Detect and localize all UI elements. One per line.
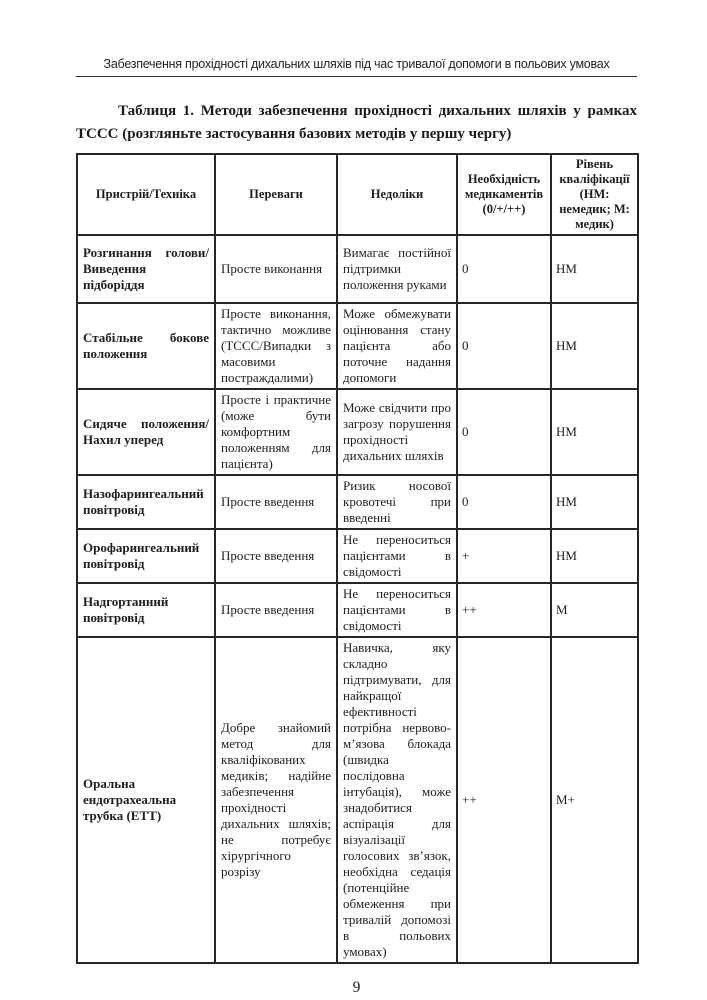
device-cell: Сидяче положення/ Нахил уперед <box>77 389 215 475</box>
medication-cell: 0 <box>457 389 551 475</box>
column-header-device: Пристрій/Техніка <box>77 154 215 235</box>
qualification-cell: НМ <box>551 303 638 389</box>
device-cell: Надгортанний повітровід <box>77 583 215 637</box>
qualification-cell: НМ <box>551 529 638 583</box>
airway-methods-table <box>76 153 639 964</box>
device-cell: Оральна ендотрахеальна трубка (ЕТТ) <box>77 637 215 963</box>
qualification-cell: НМ <box>551 235 638 303</box>
advantages-cell: Просте і практичне (може бути комфортним положенням для пацієнта) <box>215 389 337 475</box>
table-row <box>77 235 638 303</box>
page-number: 9 <box>352 979 361 996</box>
qualification-cell: НМ <box>551 389 638 475</box>
disadvantages-cell: Ризик носової кровотечі при введенні <box>337 475 457 529</box>
disadvantages-cell: Може обмежувати оцінювання стану пацієнта або поточне надання допомоги <box>337 303 457 389</box>
qualification-cell: НМ <box>551 475 638 529</box>
medication-cell: ++ <box>457 637 551 963</box>
column-header-medication: Необхідність медикаментів (0/+/++) <box>457 154 551 235</box>
advantages-cell: Просте введення <box>215 529 337 583</box>
running-header: Забезпечення прохідності дихальних шляхів під час тривалої допомоги в польових умовах <box>76 57 637 77</box>
advantages-cell: Просте введення <box>215 583 337 637</box>
disadvantages-cell: Не переноситься пацієнтами в свідомості <box>337 529 457 583</box>
qualification-cell: М+ <box>551 637 638 963</box>
table-row <box>77 303 638 389</box>
table-row <box>77 637 638 963</box>
table-header-row <box>77 154 638 235</box>
column-header-advantages: Переваги <box>215 154 337 235</box>
medication-cell: 0 <box>457 475 551 529</box>
advantages-cell: Просте виконання <box>215 235 337 303</box>
column-header-qualification: Рівень кваліфікації (НМ: немедик; М: медик) <box>551 154 638 235</box>
advantages-cell: Добре знайомий метод для кваліфікованих медиків; надійне забезпечення прохідності дихальних шляхів; не потребує хірургічного розрізу <box>215 637 337 963</box>
table-row <box>77 583 638 637</box>
device-cell: Стабільне бокове положення <box>77 303 215 389</box>
device-cell: Орофарингеальний повітровід <box>77 529 215 583</box>
table-row <box>77 389 638 475</box>
disadvantages-cell: Не переноситься пацієнтами в свідомості <box>337 583 457 637</box>
disadvantages-cell: Навичка, яку складно підтримувати, для найкращої ефективності потрібна нервово-м’язова блокада (швидка послідовна інтубація), може знадобитися аспірація для візуалізації голосових зв’язок, необхідна седація (потенційне обмеження при тривалій допомозі в польових умовах) <box>337 637 457 963</box>
table-row <box>77 529 638 583</box>
table-row <box>77 475 638 529</box>
medication-cell: 0 <box>457 235 551 303</box>
medication-cell: + <box>457 529 551 583</box>
disadvantages-cell: Може свідчити про загрозу порушення прохідності дихальних шляхів <box>337 389 457 475</box>
page-content <box>76 0 637 997</box>
advantages-cell: Просте введення <box>215 475 337 529</box>
column-header-disadvantages: Недоліки <box>337 154 457 235</box>
advantages-cell: Просте виконання, тактично можливе (ТССС/Випадки з масовими постраждалими) <box>215 303 337 389</box>
medication-cell: 0 <box>457 303 551 389</box>
disadvantages-cell: Вимагає постійної підтримки положення руками <box>337 235 457 303</box>
device-cell: Назофарингеальний повітровід <box>77 475 215 529</box>
table-title: Таблиця 1. Методи забезпечення прохідності дихальних шляхів у рамках ТССС (розгляньте застосування базових методів у першу чергу) <box>76 103 637 142</box>
device-cell: Розгинання голови/ Виведення підборіддя <box>77 235 215 303</box>
medication-cell: ++ <box>457 583 551 637</box>
qualification-cell: М <box>551 583 638 637</box>
